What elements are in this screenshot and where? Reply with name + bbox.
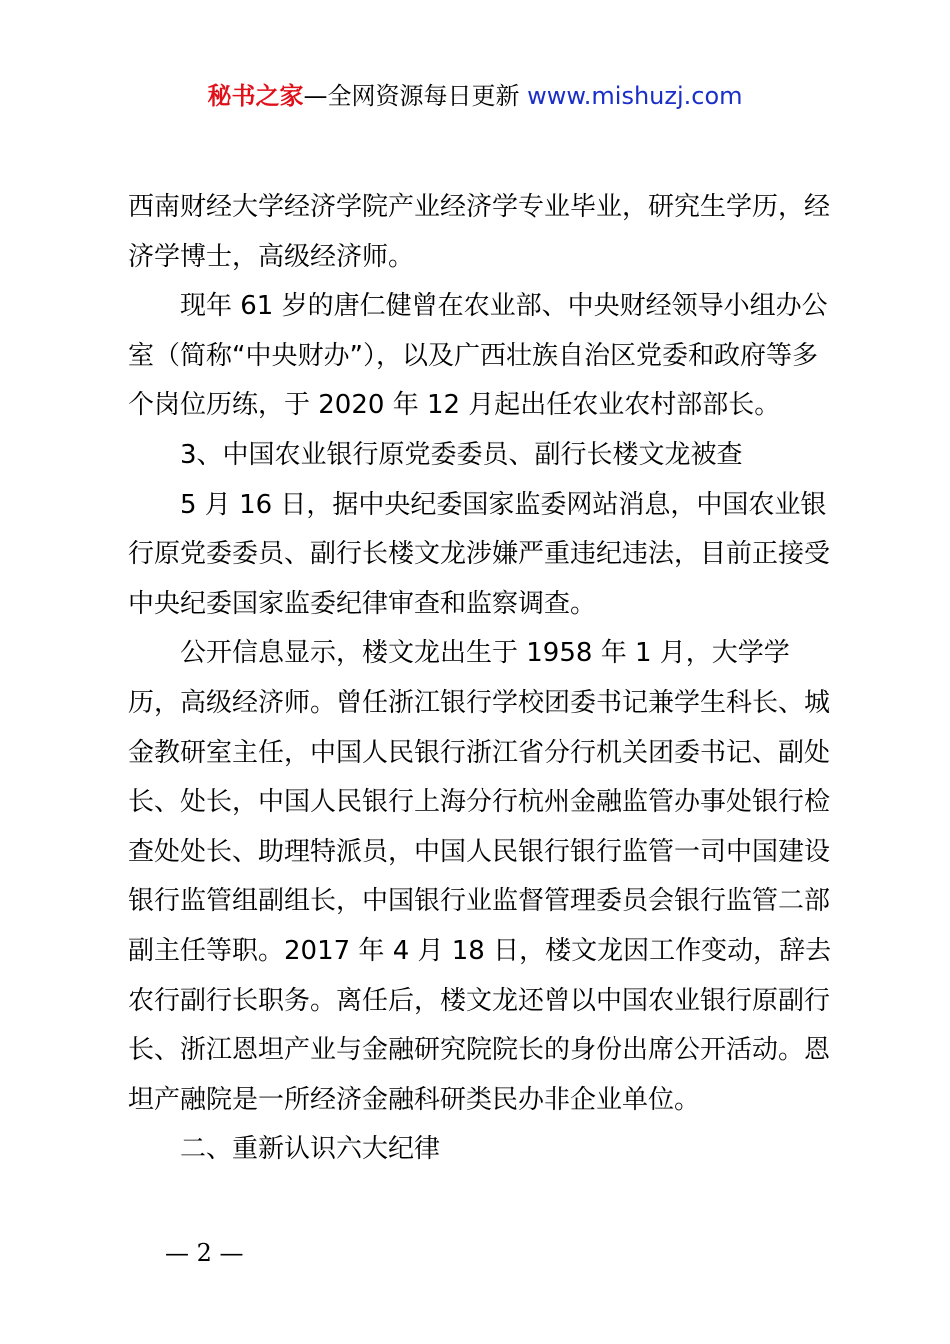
site-url-link[interactable]: www.mishuzj.com [527,82,743,110]
section-heading-2: 二、重新认识六大纪律 [180,1134,441,1165]
site-brand: 秘书之家 [207,82,304,110]
page-number: — 2 — [165,1239,244,1267]
section-heading-3: 3、中国农业银行原党委委员、副行长楼文龙被查 [180,439,743,470]
document-body [128,183,834,1175]
paragraph-lou-wenlong-bio: 公开信息显示，楼文龙出生于 1958 年 1 月，大学学历，高级经济师。曾任浙江银行学校团委书记兼学生科长、城金教研室主任，中国人民银行浙江省分行机关团委书记、副处长、处长，中国人民银行上海分行杭州金融监管办事处银行检查处处长、助理特派员，中国人民银行银行监管一司中国建设银行监管组副组长，中国银行业监督管理委员会银行监管二部副主任等职。2017 年 4 月 18 日，楼文龙因工作变动，辞去农行副行长职务。离任后，楼文龙还曾以中国农业银行原副行长、浙江恩坦产业与金融研究院院长的身份出席公开活动。恩坦产融院是一所经济金融科研类民办非企业单位。 [128,638,832,1115]
header-tagline: —全网资源每日更新 [303,82,528,110]
paragraph-lou-wenlong-news: 5 月 16 日，据中央纪委国家监委网站消息，中国农业银行原党委委员、副行长楼文龙涉嫌严重违纪违法，目前正接受中央纪委国家监委纪律审查和监察调查。 [128,489,831,619]
page-header [0,78,950,114]
paragraph-continuation: 西南财经大学经济学院产业经济学专业毕业，研究生学历，经济学博士，高级经济师。 [128,192,831,272]
paragraph-tang-renjian: 现年 61 岁的唐仁健曾在农业部、中央财经领导小组办公室（简称“中央财办”），以及广西壮族自治区党委和政府等多个岗位历练，于 2020 年 12 月起出任农业农村部部长。 [128,291,828,421]
